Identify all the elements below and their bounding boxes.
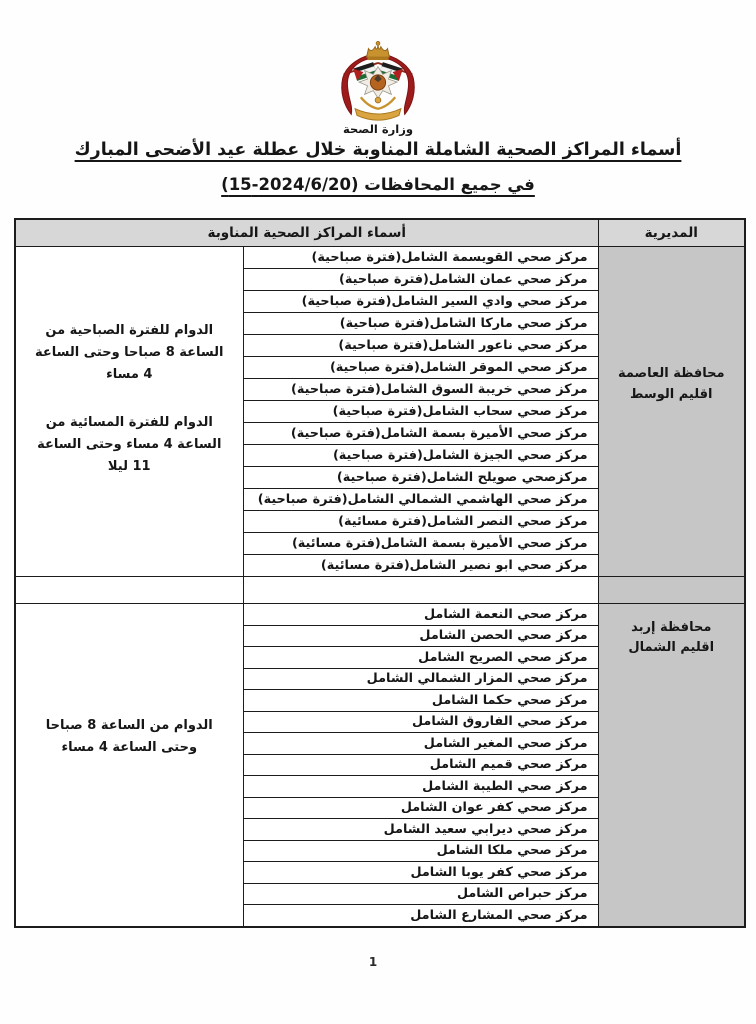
shift-paragraph: الدوام للفترة المسائية من الساعة 4 مساء وحتى الساعة 11 ليلا: [37, 415, 222, 475]
health-center-cell: مركز صحي الجيزة الشامل(فترة صباحية): [243, 445, 598, 467]
health-center-cell: مركز صحي قميم الشامل: [243, 754, 598, 776]
document-title-line1: أسماء المراكز الصحية الشاملة المناوبة خلال عطلة عيد الأضحى المبارك: [74, 140, 682, 160]
jordan-coat-of-arms-icon: [0, 40, 756, 128]
health-center-cell: مركز صحي ابو نصير الشامل(فترة مسائية): [243, 555, 598, 577]
health-center-cell: مركز صحي وادي السير الشامل(فترة صباحية): [243, 291, 598, 313]
separator-cell: [15, 577, 243, 604]
directorate-line: اقليم الوسط: [630, 386, 713, 402]
health-center-cell: مركز صحي النصر الشامل(فترة مسائية): [243, 511, 598, 533]
separator-cell: [243, 577, 598, 604]
ministry-label: وزارة الصحة: [343, 122, 413, 136]
header-directorate: المديرية: [598, 219, 745, 247]
table-header-row: [15, 219, 745, 247]
directorate-line: محافظة إربد: [631, 620, 712, 635]
health-center-cell: مركز صحي ديرابي سعيد الشامل: [243, 819, 598, 841]
health-center-cell: مركز صحي المغير الشامل: [243, 733, 598, 755]
health-center-cell: مركز صحي المزار الشمالي الشامل: [243, 668, 598, 690]
directorate-line: محافظة العاصمة: [617, 366, 725, 382]
health-center-cell: مركز صحي كفر عوان الشامل: [243, 797, 598, 819]
duty-centers-table: [14, 218, 746, 928]
health-center-cell: مركز صحي سحاب الشامل(فترة صباحية): [243, 401, 598, 423]
header-centers: أسماء المراكز الصحية المناوبة: [15, 219, 598, 247]
health-center-cell: مركز صحي ماركا الشامل(فترة صباحية): [243, 313, 598, 335]
health-center-cell: مركز صحي كفر يوبا الشامل: [243, 862, 598, 884]
health-center-cell: مركز صحي الصريح الشامل: [243, 647, 598, 669]
health-center-cell: مركز صحي الأميرة بسمة الشامل(فترة صباحية): [243, 423, 598, 445]
health-center-cell: مركز صحي ناعور الشامل(فترة صباحية): [243, 335, 598, 357]
shift-gap: [30, 386, 229, 412]
separator-directorate-cell: [598, 577, 745, 604]
page-number: 1: [368, 955, 378, 969]
health-center-cell: مركز صحي الفاروق الشامل: [243, 711, 598, 733]
shift-paragraph: الدوام من الساعة 8 صباحا وحتى الساعة 4 مساء: [45, 718, 213, 756]
health-center-cell: مركز صحي خريبة السوق الشامل(فترة صباحية): [243, 379, 598, 401]
health-center-cell: مركز صحي المشارع الشامل: [243, 905, 598, 927]
table-row: [15, 604, 745, 626]
table-row: [15, 247, 745, 269]
health-center-cell: مركز صحي الموقر الشامل(فترة صباحية): [243, 357, 598, 379]
health-center-cell: مركز صحي النعمة الشامل: [243, 604, 598, 626]
directorate-line: اقليم الشمال: [628, 640, 715, 656]
health-center-cell: مركز صحي القويسمة الشامل(فترة صباحية): [243, 247, 598, 269]
directorate-cell-capital: [598, 247, 745, 577]
health-center-cell: مركز حبراص الشامل: [243, 883, 598, 905]
document-title-line2: في جميع المحافظات (2024/6/20-15): [221, 175, 535, 194]
section-separator-row: [15, 577, 745, 604]
health-center-cell: مركز صحي ملكا الشامل: [243, 840, 598, 862]
shift-paragraph: الدوام للفترة الصباحية من الساعة 8 صباحا وحتى الساعة 4 مساء: [35, 322, 224, 382]
shift-hours-cell-capital: [15, 247, 243, 577]
health-center-cell: مركز صحي الهاشمي الشمالي الشامل(فترة صباحية): [243, 489, 598, 511]
health-center-cell: مركزصحي صويلح الشامل(فترة صباحية): [243, 467, 598, 489]
directorate-cell-irbid: [598, 604, 745, 927]
health-center-cell: مركز صحي الطيبة الشامل: [243, 776, 598, 798]
health-center-cell: مركز صحي عمان الشامل(فترة صباحية): [243, 269, 598, 291]
health-center-cell: مركز صحي حكما الشامل: [243, 690, 598, 712]
shift-hours-cell-irbid: [15, 604, 243, 927]
health-center-cell: مركز صحي الحصن الشامل: [243, 625, 598, 647]
duty-table-wrapper: [14, 218, 744, 928]
health-center-cell: مركز صحي الأميرة بسمة الشامل(فترة مسائية): [243, 533, 598, 555]
